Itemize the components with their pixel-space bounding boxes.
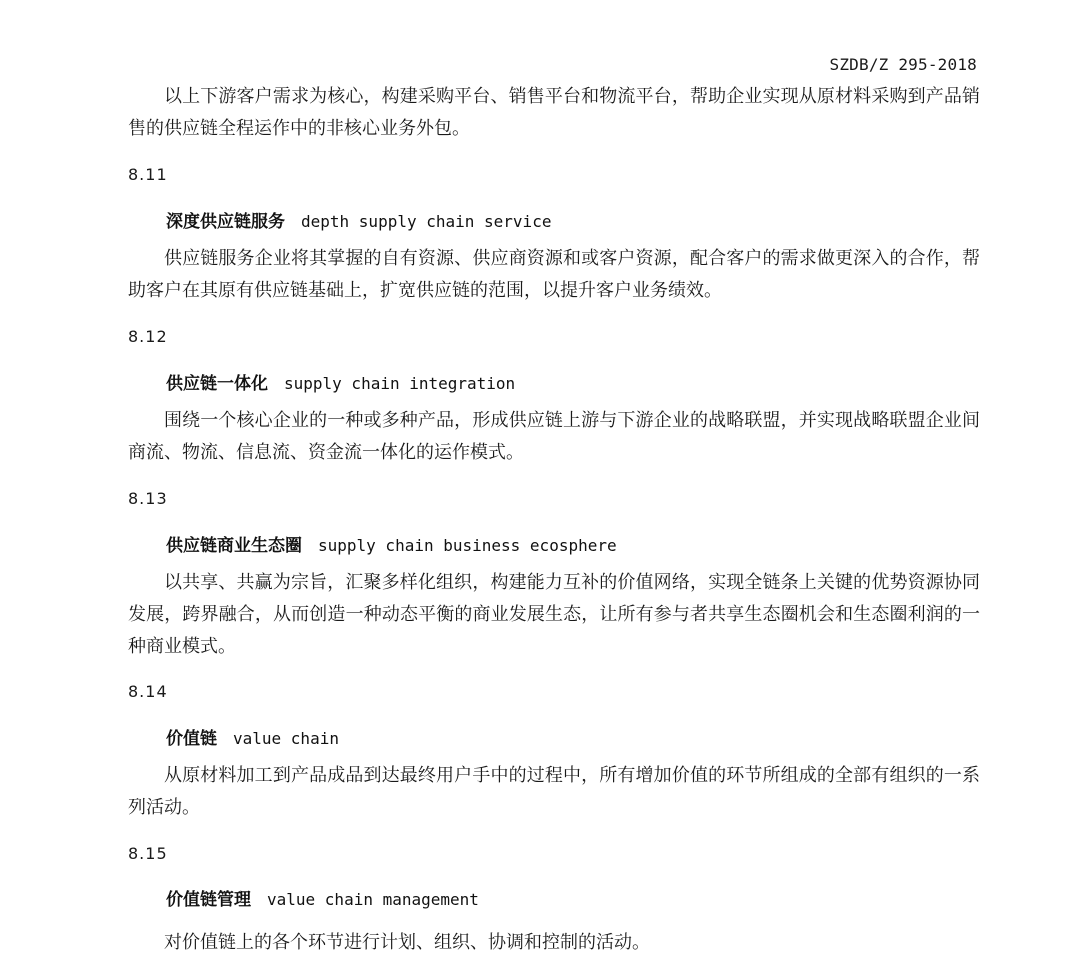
term-chinese: 深度供应链服务 (166, 212, 285, 232)
term-chinese: 供应链商业生态圈 (166, 536, 302, 556)
term-english: value chain management (267, 890, 479, 909)
term-heading (166, 369, 515, 394)
term-definition: 从原材料加工到产品成品到达最终用户手中的过程中，所有增加价值的环节所组成的全部有组织的一系列活动。 (128, 765, 980, 818)
term-definition: 供应链服务企业将其掌握的自有资源、供应商资源和或客户资源，配合客户的需求做更深入的合作，帮助客户在其原有供应链基础上，扩宽供应链的范围，以提升客户业务绩效。 (128, 248, 980, 301)
term-chinese: 价值链管理 (166, 890, 251, 910)
term-english: depth supply chain service (301, 212, 552, 231)
term-definition: 围绕一个核心企业的一种或多种产品，形成供应链上游与下游企业的战略联盟，并实现战略联盟企业间商流、物流、信息流、资金流一体化的运作模式。 (128, 410, 980, 463)
document-code: SZDB/Z 295-2018 (829, 55, 977, 74)
term-chinese: 价值链 (166, 729, 217, 749)
term-definition: 以共享、共赢为宗旨，汇聚多样化组织，构建能力互补的价值网络，实现全链条上关键的优势资源协同发展，跨界融合，从而创造一种动态平衡的商业发展生态，让所有参与者共享生态圈机会和生态圈利润的一种商业模式。 (128, 572, 980, 657)
term-chinese: 供应链一体化 (166, 374, 268, 394)
clause-number: 8.14 (128, 682, 168, 701)
term-definition: 对价值链上的各个环节进行计划、组织、协调和控制的活动。 (164, 932, 650, 953)
clause-number: 8.15 (128, 844, 168, 863)
clause-number: 8.13 (128, 489, 168, 508)
term-heading (166, 724, 339, 749)
term-english: supply chain business ecosphere (318, 536, 617, 555)
intro-paragraph: 以上下游客户需求为核心，构建采购平台、销售平台和物流平台，帮助企业实现从原材料采购到产品销售的供应链全程运作中的非核心业务外包。 (128, 86, 980, 139)
term-heading (166, 885, 479, 910)
term-english: value chain (233, 729, 339, 748)
term-heading (166, 531, 617, 556)
clause-number: 8.11 (128, 165, 168, 184)
term-english: supply chain integration (284, 374, 516, 393)
term-heading (166, 207, 551, 232)
clause-number: 8.12 (128, 327, 168, 346)
